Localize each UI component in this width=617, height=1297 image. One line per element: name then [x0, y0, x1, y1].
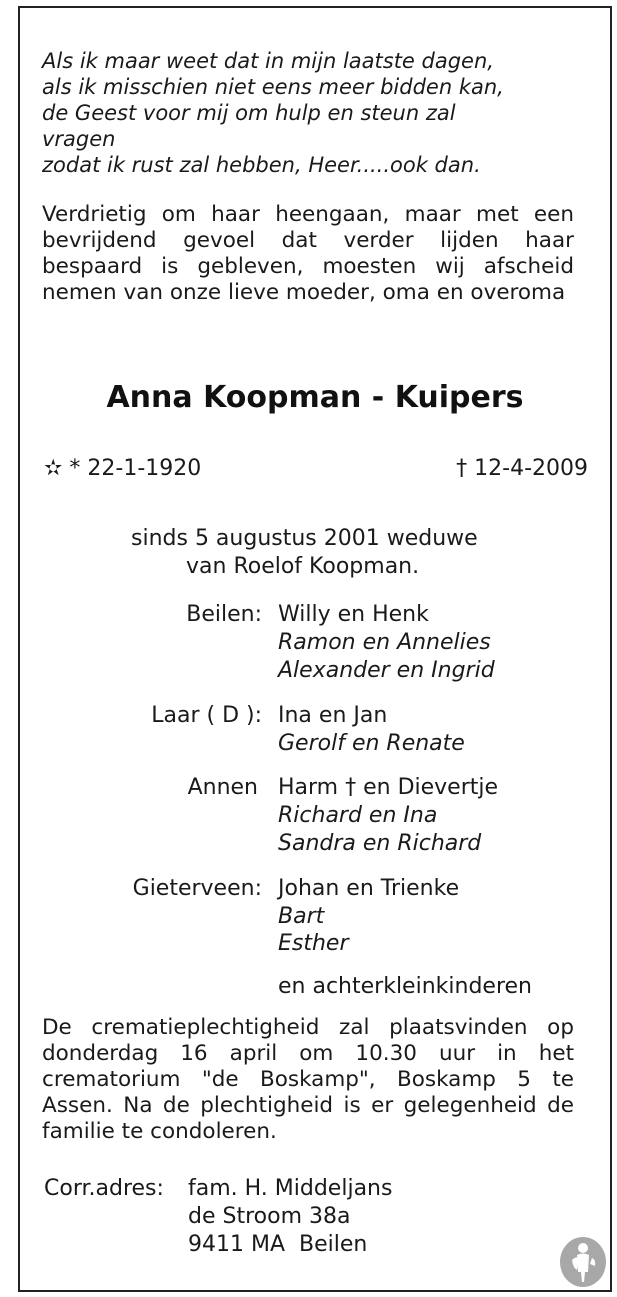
deceased-name: Anna Koopman - Kuipers: [106, 380, 524, 415]
family-place: Annen: [187, 775, 258, 800]
poem: [42, 48, 582, 178]
widow-line-1: sinds 5 augustus 2001 weduwe: [131, 526, 478, 551]
family-name: Sandra en Richard: [278, 831, 482, 856]
death-date: † 12-4-2009: [456, 456, 588, 481]
family-name: Alexander en Ingrid: [278, 658, 495, 683]
correspondence-line: de Stroom 38a: [188, 1204, 351, 1229]
family-name: Bart: [278, 904, 325, 929]
obituary-card: [18, 6, 612, 1292]
family-place: Laar ( D ):: [151, 703, 262, 728]
family-name: Esther: [278, 931, 349, 956]
poem-line: de Geest voor mij om hulp en steun zal: [42, 101, 456, 125]
widow-line-2: van Roelof Koopman.: [186, 554, 420, 579]
great-grandchildren: en achterkleinkinderen: [278, 974, 532, 999]
ceremony-paragraph: De crematieplechtigheid zal plaatsvinden op donderdag 16 april om 10.30 uur in het crematorium "de Boskamp", Boskamp 5 te Assen. Na de plechtigheid is er gelegenheid de familie te condoleren.: [42, 1015, 574, 1144]
poem-line: vragen: [42, 127, 116, 151]
poem-line: Als ik maar weet dat in mijn laatste dagen,: [42, 49, 494, 73]
family-place: Beilen:: [186, 602, 262, 627]
family-name: Gerolf en Renate: [278, 731, 465, 756]
family-name: Willy en Henk: [278, 602, 429, 627]
family-name: Richard en Ina: [278, 803, 438, 828]
family-name: Ina en Jan: [278, 703, 388, 728]
correspondence-line: 9411 MA Beilen: [188, 1232, 368, 1257]
birth-date: ✫ * 22-1-1920: [44, 456, 202, 481]
correspondence-label: Corr.adres:: [44, 1176, 164, 1201]
intro-paragraph: Verdrietig om haar heengaan, maar met een bevrijdend gevoel dat verder lijden haar bespaard is gebleven, moesten wij afscheid nemen van onze lieve moeder, oma en overoma: [42, 202, 574, 305]
correspondence-line: fam. H. Middeljans: [188, 1176, 393, 1201]
family-name: Johan en Trienke: [278, 876, 460, 901]
family-name: Ramon en Annelies: [278, 630, 491, 655]
memorial-figure-logo-icon: [558, 1234, 608, 1288]
poem-line: als ik misschien niet eens meer bidden kan,: [42, 75, 504, 99]
family-name: Harm † en Dievertje: [278, 775, 499, 800]
family-place: Gieterveen:: [132, 876, 262, 901]
poem-line: zodat ik rust zal hebben, Heer.....ook dan.: [42, 153, 481, 177]
